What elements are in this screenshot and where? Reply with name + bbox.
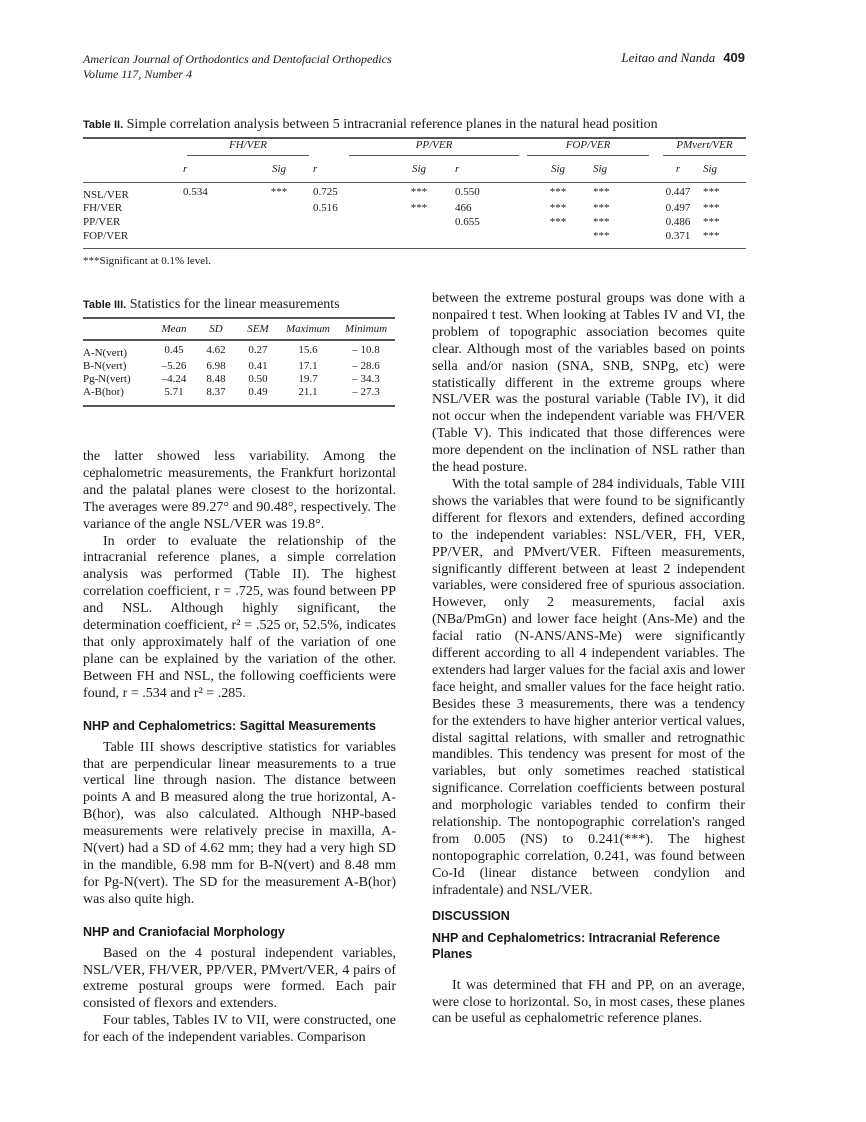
table-3 bbox=[83, 297, 395, 407]
table-cell: – 27.3 bbox=[352, 385, 380, 398]
section-heading: NHP and Craniofacial Morphology bbox=[83, 924, 285, 939]
table-cell: *** bbox=[593, 185, 610, 198]
row-label: Pg-N(vert) bbox=[83, 372, 131, 385]
column-header: Sig bbox=[550, 162, 566, 175]
column-header: Maximum bbox=[286, 323, 330, 335]
column-header: r bbox=[183, 162, 188, 175]
group-header: PMvert/VER bbox=[663, 139, 746, 156]
table-row bbox=[83, 229, 746, 243]
column-header: r bbox=[313, 162, 318, 175]
running-header-journal bbox=[83, 52, 392, 82]
table-footnote: ***Significant at 0.1% level. bbox=[83, 255, 211, 267]
group-header: FH/VER bbox=[187, 139, 309, 156]
right-column bbox=[432, 291, 745, 1028]
table-row bbox=[83, 201, 746, 215]
table-cell: 466 bbox=[455, 201, 472, 214]
table-cell bbox=[183, 229, 245, 243]
table-cell bbox=[383, 215, 455, 229]
row-label: PP/VER bbox=[83, 215, 121, 228]
left-column bbox=[83, 449, 396, 1047]
journal-volume: Volume 117, Number 4 bbox=[83, 67, 193, 81]
table-row bbox=[83, 359, 395, 372]
table-title: Statistics for the linear measurements bbox=[129, 297, 340, 312]
authors: Leitao and Nanda bbox=[621, 50, 716, 65]
table-cell: 6.98 bbox=[206, 359, 226, 372]
row-label: B-N(vert) bbox=[83, 359, 127, 372]
table-cell: 0.27 bbox=[248, 344, 268, 356]
paragraph: It was determined that FH and PP, on an average, were close to horizontal. So, in most cases, these planes can be useful as cephalometric reference planes. bbox=[432, 977, 745, 1027]
table-row bbox=[83, 372, 395, 385]
table-cell: *** bbox=[703, 215, 720, 228]
paragraph: With the total sample of 284 individuals, Table VIII shows the variables that were found to be significantly different for flexors and extenders, defined according to the independent variables: NSL/VER, FH, VER, PP/VER, and PMvert/VER. Fifteen measurements, significantly different between at least 2 independent variables, were considered free of spurious association. However, only 2 measurements, facial axis (NBa/PmGn) and lower face height (Ans-Me) and the facial ratio (N-ANS/ANS-Me) were significantly different according to all 4 independent variables. The extenders had larger values for the facial axis and lower face height, and smaller values for the face height ratio. Besides these 3 measurements, there was a tendency for the extenders to have higher anterior vertical values, distal sagittal relations, with smaller and retrognathic mandibles. This tendency was present for most of the variables, but only sometimes reached statistical significance. Correlation coefficients between postural and morphologic variables tended to confirm their relationship. The nontopographic correlation's ranged from 0.005 (NS) to 0.241(***). The highest nontopographic correlation, 0.241, was found between Co-Id (linear distance between condylion and infradentale) and NSL/VER. bbox=[432, 476, 745, 898]
table-cell: *** bbox=[593, 229, 610, 242]
table-cell: – 28.6 bbox=[352, 359, 380, 372]
table-cell: 0.371 bbox=[665, 229, 691, 242]
column-header: r bbox=[455, 162, 460, 175]
table-cell: *** bbox=[593, 215, 610, 228]
table-cell bbox=[523, 229, 593, 243]
table-3-caption bbox=[83, 297, 395, 313]
running-header-right bbox=[621, 50, 745, 66]
table-cell: 0.41 bbox=[248, 359, 268, 372]
page-number: 409 bbox=[723, 50, 745, 65]
row-label: A-N(vert) bbox=[83, 347, 127, 359]
column-header: r bbox=[675, 162, 681, 175]
table-cell: 5.71 bbox=[164, 385, 184, 398]
table-cell: 4.62 bbox=[206, 344, 226, 356]
table-2 bbox=[83, 117, 746, 267]
paragraph: Four tables, Tables IV to VII, were constructed, one for each of the independent variables. Comparison bbox=[83, 1013, 396, 1046]
table-cell bbox=[183, 201, 245, 215]
table-cell: –4.24 bbox=[161, 372, 187, 385]
journal-name: American Journal of Orthodontics and Dentofacial Orthopedics bbox=[83, 52, 392, 66]
table-cell: – 10.8 bbox=[352, 344, 380, 356]
table-row bbox=[83, 182, 746, 201]
column-header: Mean bbox=[161, 323, 187, 335]
table-cell: *** bbox=[549, 201, 567, 214]
table-cell: 0.486 bbox=[665, 215, 691, 228]
table-cell: *** bbox=[703, 185, 720, 198]
table-cell: –5.26 bbox=[161, 359, 187, 372]
table-cell: *** bbox=[549, 185, 567, 198]
table-cell: 0.50 bbox=[248, 372, 268, 385]
table-cell: *** bbox=[703, 201, 720, 214]
table-cell: 0.550 bbox=[455, 185, 480, 198]
table-cell: 0.725 bbox=[313, 185, 338, 198]
column-header: Sig bbox=[411, 162, 427, 175]
row-label: FH/VER bbox=[83, 201, 123, 214]
table-cell: 0.534 bbox=[183, 185, 208, 198]
table-title: Simple correlation analysis between 5 intracranial reference planes in the natural head position bbox=[126, 117, 658, 132]
table-cell: 0.655 bbox=[455, 215, 480, 228]
table-cell: *** bbox=[410, 201, 428, 214]
table-cell: *** bbox=[593, 201, 610, 214]
table-row bbox=[83, 215, 746, 229]
table-cell bbox=[245, 215, 313, 229]
table-cell: 17.1 bbox=[298, 359, 318, 372]
group-header: FOP/VER bbox=[527, 139, 649, 156]
table-cell: *** bbox=[703, 229, 720, 242]
table-cell: *** bbox=[270, 185, 288, 198]
table-cell: 8.48 bbox=[206, 372, 226, 385]
paragraph: In order to evaluate the relationship of the intracranial reference planes, a simple correlation analysis was performed (Table II). The highest correlation coefficient, r = .725, was found between PP and NSL. Although highly significant, the determination coefficient, r² = .525 or, 52.5%, indicates that only approximately half of the variation of one plane can be explained by the variation of the other. Between FH and NSL, the following coefficients were found, r = .534 and r² = .285. bbox=[83, 533, 396, 701]
table-cell: 0.49 bbox=[248, 385, 268, 398]
column-header: SD bbox=[209, 323, 223, 335]
table-cell bbox=[383, 229, 455, 243]
table-2-caption bbox=[83, 117, 746, 133]
table-cell bbox=[183, 215, 245, 229]
table-cell: 0.45 bbox=[164, 344, 184, 356]
column-header: SEM bbox=[247, 323, 269, 335]
paragraph: between the extreme postural groups was done with a nonpaired t test. When looking at Tables IV and VI, the problem of topographic association becomes quite clear. Although most of the variables based on points sella and/or nasion (SNA, SNB, SNPg, etc) were statistically different in the extreme groups where NSL/VER was the postural variable (Table IV), it did not occur when the independent variable was FH/VER (Table V). This indicated that those differences were more dependent on the inclination of NSL rather than the head posture. bbox=[432, 291, 745, 476]
section-heading: NHP and Cephalometrics: Sagittal Measurements bbox=[83, 718, 376, 733]
column-header: Sig bbox=[593, 162, 608, 175]
paragraph: Table III shows descriptive statistics for variables that are perpendicular linear measurements to a true vertical line through nasion. The distance between points A and B measured along the true horizontal, A-B(hor), was also calculated. Although NHP-based measurements were relatively precise in maxilla, A-N(vert) had a SD of 4.62 mm; they had a very high SD in the mandible, 6.98 mm for B-N(vert) and 8.48 mm for Pg-N(vert). The SD for the measurement A-B(hor) was also quite high. bbox=[83, 739, 396, 907]
table-cell bbox=[245, 201, 313, 215]
paragraph: Based on the 4 postural independent variables, NSL/VER, FH/VER, PP/VER, PMvert/VER, 4 pairs of extreme postural groups were formed. Each pair consisted of flexors and extenders. bbox=[83, 945, 396, 1012]
row-label: A-B(hor) bbox=[83, 385, 124, 398]
column-header: Sig bbox=[703, 162, 718, 175]
table-cell bbox=[313, 215, 383, 229]
column-header: Sig bbox=[271, 162, 287, 175]
table-cell bbox=[245, 229, 313, 243]
table-cell: – 34.3 bbox=[352, 372, 380, 385]
table-cell: 0.497 bbox=[665, 201, 691, 214]
paragraph: the latter showed less variability. Among the cephalometric measurements, the Frankfurt horizontal and the palatal planes were closest to the horizontal. The averages were 89.27° and 90.48°, respectively. The variance of the angle NSL/VER was 19.8°. bbox=[83, 449, 396, 532]
subsection-heading: NHP and Cephalometrics: Intracranial Reference Planes bbox=[432, 930, 721, 961]
group-header: PP/VER bbox=[349, 139, 519, 156]
table-cell bbox=[455, 229, 523, 243]
table-cell: 8.37 bbox=[206, 385, 226, 398]
table-cell bbox=[313, 229, 383, 243]
row-label: FOP/VER bbox=[83, 229, 129, 242]
table-row bbox=[83, 340, 395, 359]
table-cell: *** bbox=[549, 215, 567, 228]
table-cell: 19.7 bbox=[298, 372, 318, 385]
table-cell: 21.1 bbox=[298, 385, 318, 398]
row-label: NSL/VER bbox=[83, 188, 129, 201]
table-label: Table II. bbox=[83, 119, 124, 131]
table-row bbox=[83, 385, 395, 398]
table-cell: *** bbox=[410, 185, 428, 198]
table-cell: 15.6 bbox=[298, 344, 318, 356]
table-cell: 0.516 bbox=[313, 201, 338, 214]
table-label: Table III. bbox=[83, 299, 127, 311]
section-heading: DISCUSSION bbox=[432, 908, 510, 923]
table-cell: 0.447 bbox=[665, 185, 691, 198]
column-header: Minimum bbox=[344, 323, 388, 335]
